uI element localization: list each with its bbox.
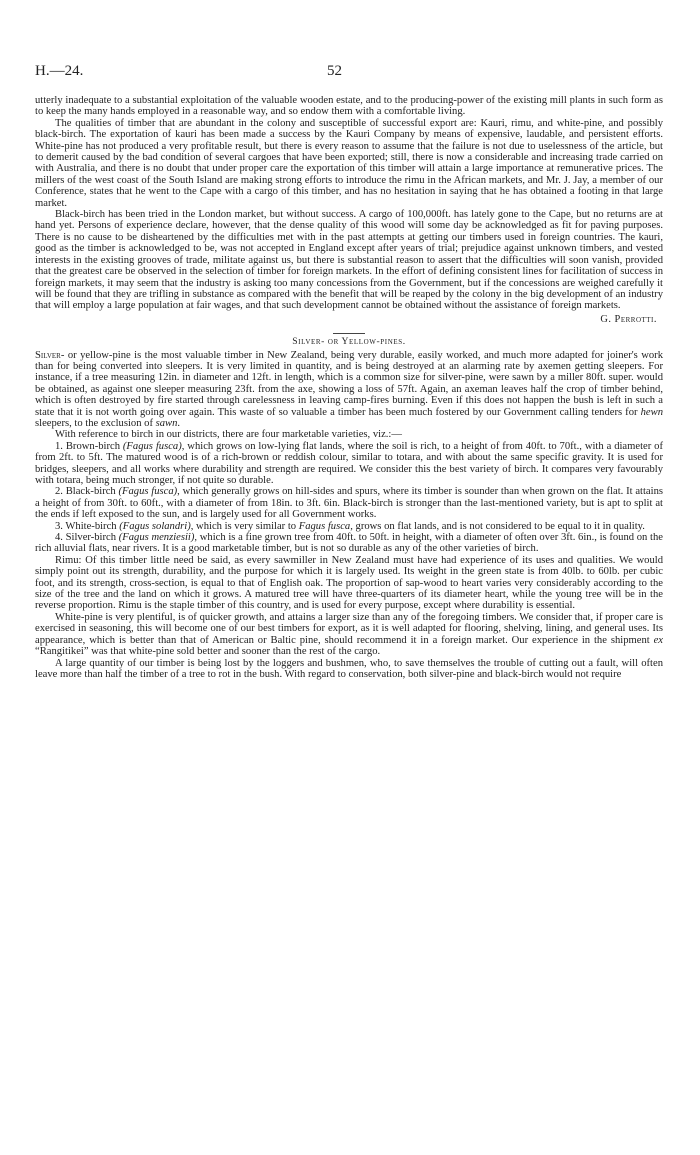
paragraph-rimu: Rimu: Of this timber little need be said, as every sawmiller in New Zealand must have had experience of its uses and qualities. We would simply point out its strength, durability, and the purpose for which it is largely used. Its weight in the green state is from 40lb. to 60lb. per cubic foot, and its strength, cross-section, is equal to that of English oak. The proportion of sap-wood to heart varies very considerably according to the size of the tree and the land on which it grows. A matured tree will have three-quarters of its diameter heart, while the young tree will be in the reverse proportion. Rimu is the staple timber of this country, and is used for every purpose, except where durability is essential. xyxy=(35,554,663,612)
paragraph-export-qualities: The qualities of timber that are abundant in the colony and susceptible of successful export are: Kauri, rimu, and white-pine, and possibly black-birch. The exportation of kauri has been made a success by the Kauri Company by means of expensive, laudable, and persistent efforts. White-pine has not produced a very profitable result, but there is every reason to assume that the failure is not due to uselessness of the article, but to demerit caused by the bad condition of several cargoes that have been exported; still, there is now a considerable and increasing trade carried on with Australia, and there is no doubt that under proper care the exportation of this timber will attain a large importance at remunerative prices. The millers of the west coast of the South Island are making strong efforts to introduce the rimu in the African markets, and Mr. J. Jay, a member of our Conference, states that he went to the Cape with a cargo of this timber, and has no hesitation in saying that he has obtained a footing in that large market. xyxy=(35,117,663,209)
list-item-white-birch: 3. White-birch (Fagus solandri), which is very similar to Fagus fusca, grows on flat lands, and is not considered to be equal to it in quality. xyxy=(55,520,645,532)
section-title: Silver- or Yellow-pines. xyxy=(292,336,406,348)
signature: G. Perrotti. xyxy=(600,313,657,325)
paragraph-continuation: utterly inadequate to a substantial exploitation of the valuable wooden estate, and to the producing-power of the existing mill plants in such form as to keep the many hands employed in a reasonable way, and so endow them with a comfortable living. xyxy=(35,95,663,118)
paragraph-white-pine: White-pine is very plentiful, is of quicker growth, and attains a larger size than any of the foregoing timbers. We consider that, if proper care is exercised in seasoning, this will become one of our best timbers for export, as it is well adapted for flooring, shelving, lining, and general uses. Its appearance, which is better than that of American or Baltic pine, should recommend it in a foreign market. Our experience in the shipment ex “Rangitikei” was that white-pine sold better and sooner than the rest of the cargo. xyxy=(35,611,663,658)
paragraph-timber-loss: A large quantity of our timber is being lost by the loggers and bushmen, who, to save themselves the trouble of cutting out a fault, will often leave more than half the timber of a tree to rot in the bush. With regard to conservation, both silver-pine and black-birch would not require xyxy=(35,657,663,680)
document-reference: H.—24. xyxy=(35,63,84,79)
lead-term: Silver- xyxy=(35,349,65,361)
page-header xyxy=(35,63,663,84)
page-body xyxy=(35,95,663,680)
section-divider xyxy=(333,333,365,334)
paragraph-silver-pine: Silver- or yellow-pine is the most valuable timber in New Zealand, being very durable, easily worked, and much more adapted for joiner's work than for being converted into sleepers. It is very limited in quantity, and is being destroyed at an alarming rate by axemen getting sleepers. For instance, if a tree measuring 12in. in diameter and 12ft. in length, which is a common size for silver-pine, were sawn by a miller 80ft. super. would be obtained, as against one sleeper measuring 23ft. from the axe, showing a loss of 57ft. Again, an axeman leaves half the crop of timber behind, which is often destroyed by fire started through carelessness in leaving camp-fires burning. Even if this does not happen the bush is left in such a state that it is not worth going over again. This waste of so valuable a timber has been much fostered by our Government calling tenders for hewn sleepers, to the exclusion of sawn. xyxy=(35,349,663,429)
list-item-black-birch: 2. Black-birch (Fagus fusca), which generally grows on hill-sides and spurs, where its timber is sounder than when grown on the flat. It attains a height of from 30ft. to 60ft., with a diameter of from 18in. to 3ft. 6in. Black-birch is stronger than the last-mentioned variety, but is apt to split at the ends if left exposed to the sun, and is largely used for all Government works. xyxy=(35,486,663,521)
paragraph-black-birch: Black-birch has been tried in the London market, but without success. A cargo of 100,000ft. has lately gone to the Cape, but no returns are at hand yet. Persons of experience declare, however, that the dense quality of this wood will some day be acknowledged as fit for paving purposes. There is no cause to be disheartened by the difficulties met with in the past attempts at getting our timbers used in foreign countries. The kauri, good as the timber is acknowledged to be, was not accepted in England except after years of trial; prejudice against unknown timbers, and vested interests in the existing grooves of trade, militate against us, but there is substantial reason to assert that the difficulties will soon vanish, provided that the greatest care be observed in the selection of timber for foreign markets. In the effort of defining consistent lines for facilitation of success in foreign markets, it may seem that the industry is asking too many concessions from the Government, but if the concessions are weighed carefully it will be found that they are trifling in substance as compared with the benefit that will be reaped by the colony in the big development of an industry that will employ a large population at fair wages, and that such development cannot be obtained without the assistance of foreign markets. xyxy=(35,209,663,312)
paragraph-birch-intro: With reference to birch in our districts, there are four marketable varieties, viz.:— xyxy=(55,429,402,441)
list-item-silver-birch: 4. Silver-birch (Fagus menziesii), which is a fine grown tree from 40ft. to 50ft. in height, with a diameter of often over 3ft. 6in., is found on the rich alluvial flats, near rivers. It is a good marketable timber, but is not so durable as any of the other varieties of birch. xyxy=(35,532,663,555)
page-number: 52 xyxy=(327,63,342,79)
list-item-brown-birch: 1. Brown-birch (Fagus fusca), which grows on low-lying flat lands, where the soil is rich, to a height of from 40ft. to 70ft., with a diameter of from 2ft. to 5ft. The matured wood is of a rich-brown or reddish colour, similar to totara, and with about the same specific gravity. It is used for bridges, sleepers, and all works where durability and strength are required. We consider this the best variety of birch. It compares very favourably with totara, being much stronger, if not quite so durable. xyxy=(35,440,663,486)
